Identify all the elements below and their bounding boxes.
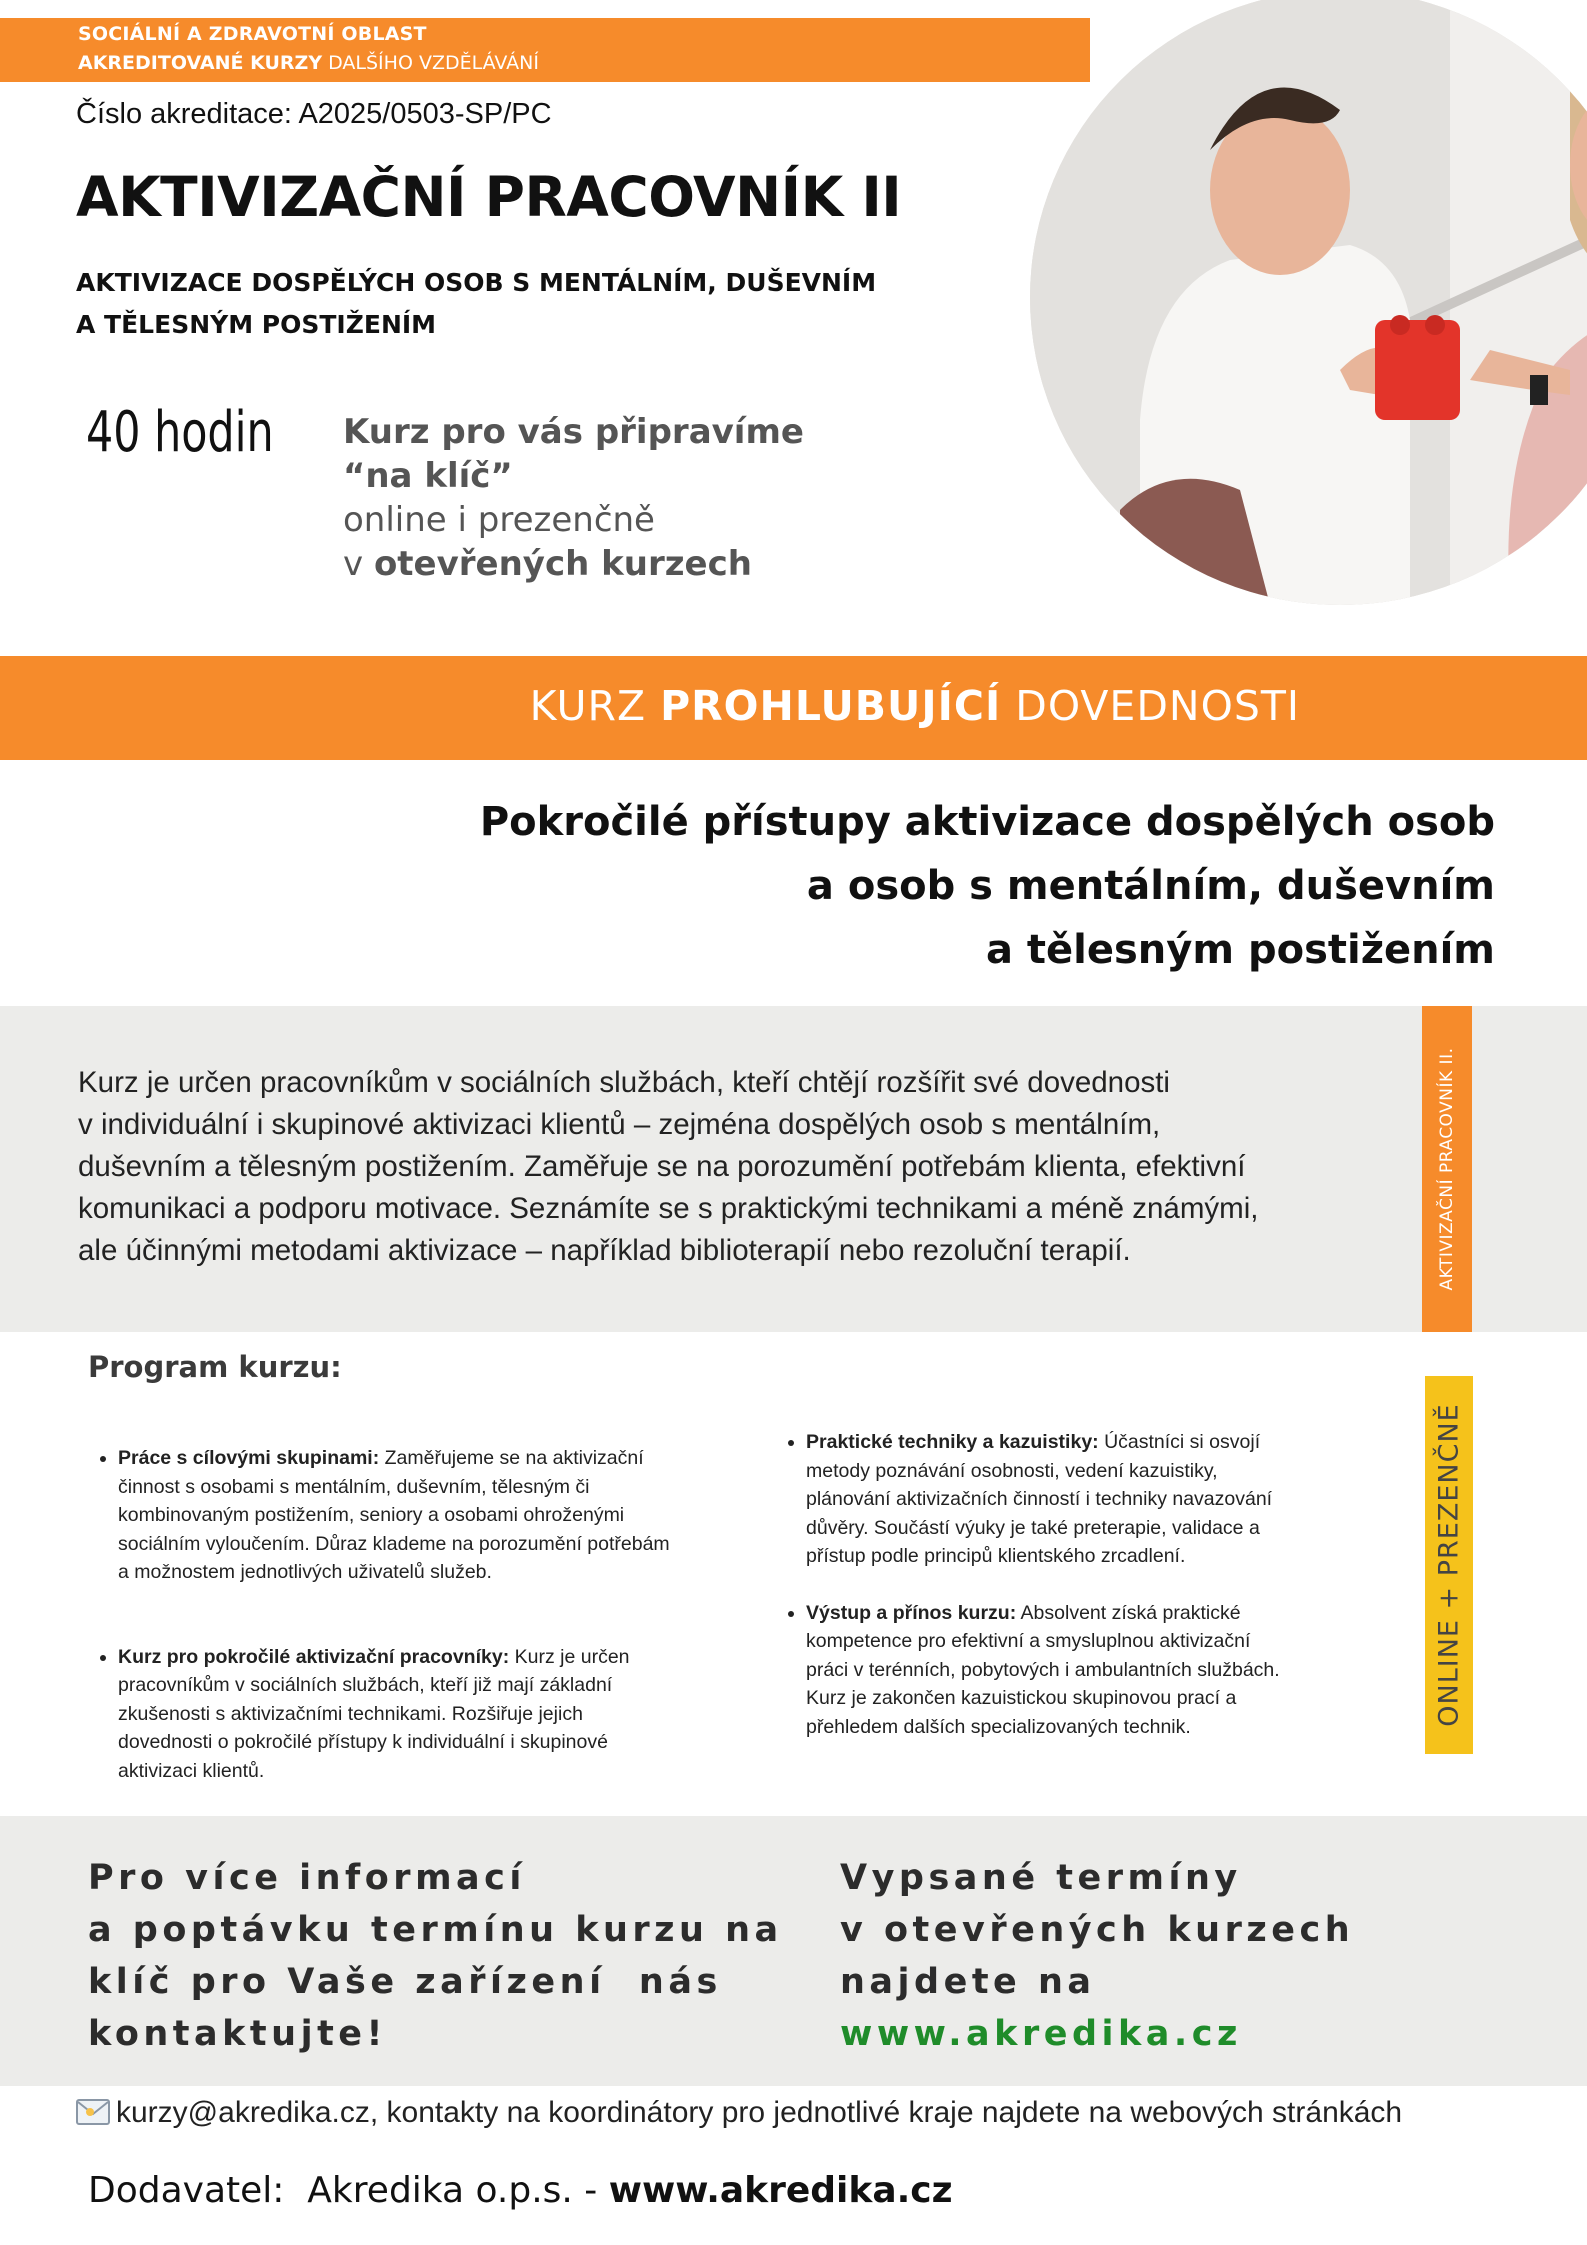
- banner-pre: KURZ: [529, 682, 661, 730]
- supplier-label: Dodavatel: Akredika o.p.s. -: [88, 2170, 609, 2211]
- program-item-text: Absolvent získá praktické kompetence pro efektivní a smysluplnou aktivizační práci v terénních, pobytových i ambulantních službách. Kurz je zakončen kazuistickou skupinovou prací a přehledem dalších specializovaných technik.: [806, 1601, 1280, 1738]
- subtitle-line-1: AKTIVIZACE DOSPĚLÝCH OSOB S MENTÁLNÍM, DUŠEVNÍM: [76, 268, 877, 297]
- program-item: [806, 1599, 1280, 1742]
- contact-right-line-2: v otevřených kurzech: [840, 1910, 1355, 1950]
- side-tab-course-name: [1422, 1006, 1472, 1332]
- program-item: [118, 1444, 682, 1587]
- prep-line-3: online i prezenčně: [343, 500, 655, 540]
- program-item-title: Kurz pro pokročilé aktivizační pracovníky:: [118, 1645, 510, 1668]
- open-courses-text: [840, 1852, 1440, 2060]
- course-format-info: [343, 410, 903, 586]
- banner-post: DOVEDNOSTI: [1001, 682, 1300, 730]
- contact-right-line-1: Vypsané termíny: [840, 1858, 1242, 1898]
- program-item-text: Zaměřujeme se na aktivizační činnost s osobami s mentálním, duševním, tělesným či kombinovaným postižením, seniory a osobami ohroženými sociálním vyloučením. Důraz klademe na porozumění potřebám a možnostem jednotlivých uživatelů služeb.: [118, 1447, 670, 1583]
- intro-line-3: duševním a tělesným postižením. Zaměřuje se na porozumění potřebám klienta, efektivní: [78, 1150, 1246, 1183]
- intro-line-4: komunikaci a podporu motivace. Seznámíte se s praktickými technikami a méně známými,: [78, 1192, 1259, 1225]
- prep-line-4-pre: v: [343, 544, 374, 584]
- course-photo: [1030, 0, 1587, 605]
- program-item-text: Kurz je určen pracovníkům v sociálních službách, kteří již mají základní zkušenosti s aktivizačními technikami. Rozšiřuje jejich dovednosti o pokročilé přístupy k individuální i skupinové aktivizaci klientů.: [118, 1645, 630, 1782]
- accredited-line: [78, 52, 539, 74]
- course-headline: [395, 790, 1495, 982]
- side-tab-course-name-text: AKTIVIZAČNÍ PRACOVNÍK II.: [1437, 1047, 1457, 1291]
- side-tab-format-text: ONLINE + PREZENČNĚ: [1433, 1403, 1465, 1727]
- course-title: AKTIVIZAČNÍ PRACOVNÍK II: [76, 165, 902, 229]
- program-item-title: Výstup a přínos kurzu:: [806, 1601, 1017, 1624]
- accredited-bold: AKREDITOVANÉ KURZY: [78, 52, 323, 74]
- top-category-band: [0, 18, 1090, 82]
- program-heading: Program kurzu:: [88, 1350, 342, 1384]
- contact-request-text: [88, 1852, 788, 2060]
- email-text[interactable]: kurzy@akredika.cz, kontakty na koordinátory pro jednotlivé kraje najdete na webových stránkách: [116, 2096, 1403, 2129]
- program-item-title: Praktické techniky a kazuistiky:: [806, 1431, 1099, 1453]
- program-column-left: [92, 1444, 682, 1785]
- prep-line-2: “na klíč”: [343, 456, 513, 496]
- intro-line-1: Kurz je určen pracovníkům v sociálních službách, kteří chtějí rozšířit své dovednosti: [78, 1066, 1170, 1099]
- subtitle-line-2: A TĚLESNÝM POSTIŽENÍM: [76, 310, 437, 339]
- accreditation-number: Číslo akreditace: A2025/0503-SP/PC: [76, 98, 552, 130]
- supplier-website-link[interactable]: www.akredika.cz: [608, 2170, 953, 2211]
- program-item: [806, 1428, 1280, 1571]
- side-tab-format: [1425, 1376, 1473, 1754]
- banner-bold: PROHLUBUJÍCÍ: [660, 682, 1002, 730]
- contact-left-line-4: kontaktujte!: [88, 2014, 387, 2054]
- program-item-title: Práce s cílovými skupinami:: [118, 1447, 380, 1469]
- contact-left-line-3: klíč pro Vaše zařízení nás: [88, 1962, 722, 2002]
- supplier-line: [88, 2170, 953, 2211]
- course-type-banner: [0, 656, 1587, 760]
- program-item: [118, 1643, 682, 1786]
- headline-line-1: Pokročilé přístupy aktivizace dospělých osob: [479, 799, 1495, 845]
- banner-text: [0, 682, 1300, 730]
- contact-left-line-1: Pro více informací: [88, 1858, 526, 1898]
- category-line: SOCIÁLNÍ A ZDRAVOTNÍ OBLAST: [78, 23, 427, 45]
- headline-line-2: a osob s mentálním, duševním: [806, 863, 1495, 909]
- program-item-text: Účastníci si osvojí metody poznávání osobnosti, vedení kazuistiky, plánování aktivizačních činností i techniky navazování důvěry. Součástí výuky je také preterapie, validace a přístup podle principů klientského zrcadlení.: [806, 1431, 1273, 1567]
- contact-left-line-2: a poptávku termínu kurzu na: [88, 1910, 783, 1950]
- contact-right-line-3: najdete na: [840, 1962, 1096, 2002]
- intro-line-2: v individuální i skupinové aktivizaci klientů – zejména dospělých osob s mentálním,: [78, 1108, 1161, 1141]
- headline-line-3: a tělesným postižením: [985, 927, 1495, 973]
- prep-line-4-bold: otevřených kurzech: [373, 544, 752, 584]
- course-subtitle: [76, 262, 976, 346]
- intro-line-5: ale účinnými metodami aktivizace – například biblioterapií nebo rezoluční terapií.: [78, 1234, 1131, 1267]
- website-link[interactable]: www.akredika.cz: [840, 2014, 1242, 2054]
- envelope-icon: [76, 2099, 110, 2133]
- prep-line-1: Kurz pro vás připravíme: [343, 412, 804, 452]
- intro-text: [78, 1062, 1378, 1272]
- accredited-rest: DALŠÍHO VZDĚLÁVÁNÍ: [322, 52, 539, 74]
- program-column-right: [780, 1428, 1280, 1741]
- email-line: [76, 2096, 1402, 2133]
- photo-illustration: [1030, 0, 1587, 605]
- course-hours: 40 hodin: [86, 400, 274, 465]
- prep-line-4: [343, 542, 903, 586]
